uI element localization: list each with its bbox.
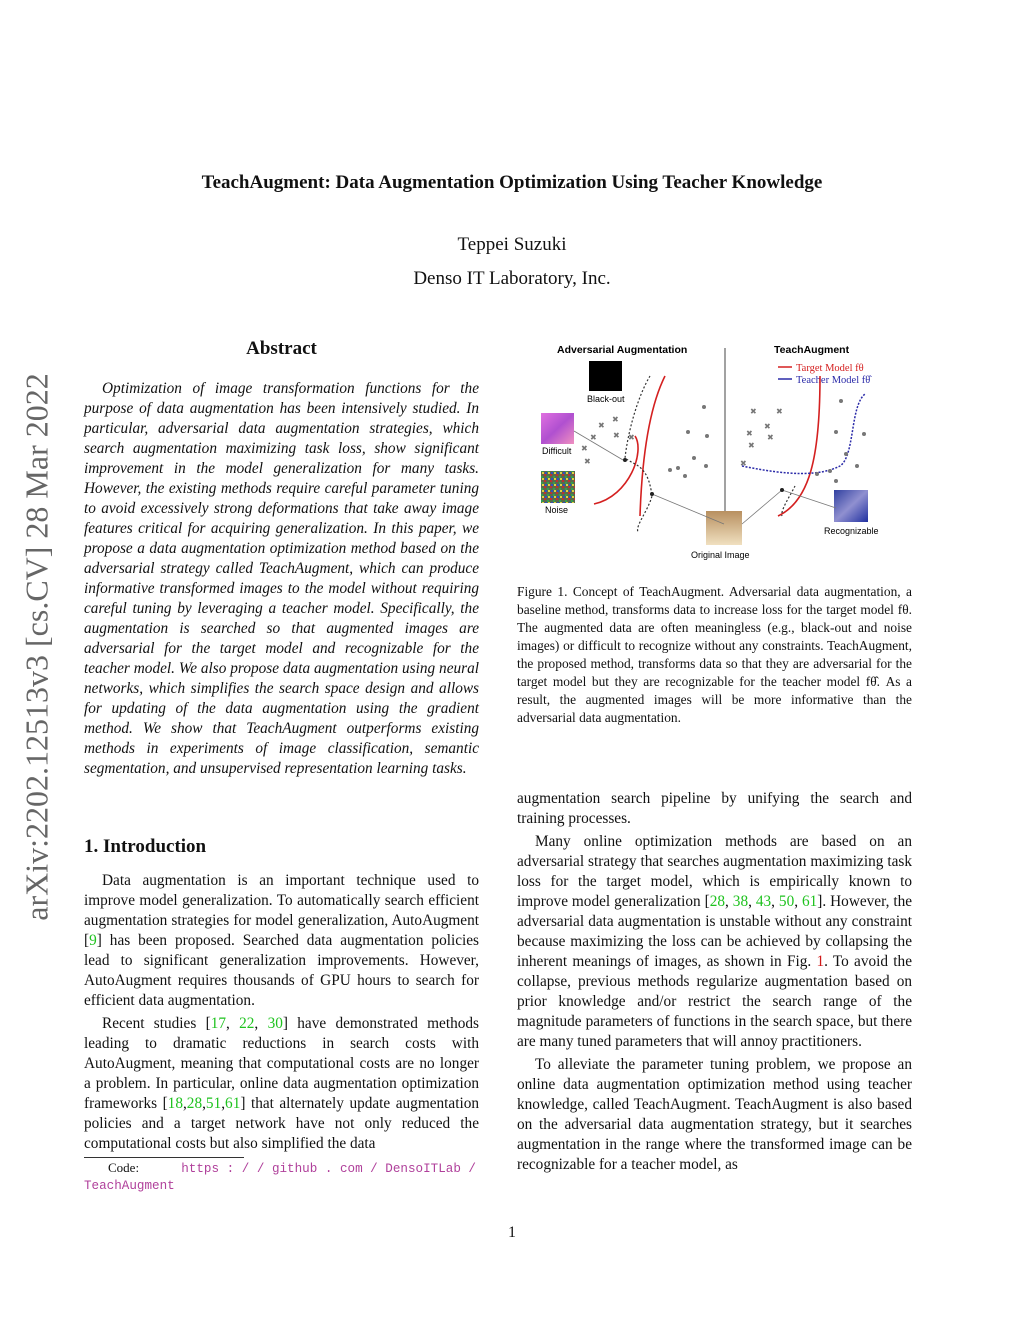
svg-text:✖: ✖ [584, 457, 591, 466]
arxiv-sidebar [14, 350, 60, 944]
arxiv-id: arXiv:2202.12513v3 [cs.CV] 28 Mar 2022 [18, 373, 55, 921]
svg-text:✖: ✖ [612, 415, 619, 424]
point-left [650, 492, 654, 496]
link-original-left [652, 494, 724, 524]
link-recognizable [782, 490, 836, 508]
right-panel-title: TeachAugment [774, 344, 850, 356]
footnote-label: Code: [108, 1160, 140, 1175]
page-number: 1 [508, 1224, 516, 1241]
target-boundary-right [778, 376, 820, 516]
svg-text:✖: ✖ [613, 431, 620, 440]
footnote [84, 1160, 484, 1194]
citation-link[interactable]: 51 [205, 1095, 222, 1112]
svg-text:✖: ✖ [740, 459, 747, 468]
affiliation: Denso IT Laboratory, Inc. [413, 268, 611, 289]
right-paragraph-3: To alleviate the parameter tuning problem, we propose an online data augmentation optimization method using teacher knowledge, called TeachAugment. TeachAugment is also based on the adversarial data augmentation strategy, but it searches augmentation in the range where the transformed image can be recognizable for a teacher model, as [517, 1056, 912, 1173]
teacher-boundary-right [742, 394, 865, 474]
figure-1-caption [517, 583, 912, 727]
recognizable-label: Recognizable [824, 526, 879, 536]
svg-text:✖: ✖ [750, 407, 757, 416]
target-boundary-left-1 [594, 436, 638, 504]
noise-label: Noise [545, 505, 569, 515]
author-name: Teppei Suzuki [457, 234, 567, 255]
point-difficult [623, 458, 627, 462]
legend-teacher-label: Teacher Model fθ̂ [796, 375, 871, 386]
class-b-points-right [815, 399, 866, 483]
difficult-image [541, 413, 574, 444]
citation-link[interactable]: 9 [89, 932, 97, 949]
svg-text:✖: ✖ [746, 429, 753, 438]
right-paragraph-2: Many online optimization methods are based on an adversarial strategy that searches augmentation maximizing task loss for the target model, which is empirically known to improve model generalization [28, 38, 43, 50, 61]. However, the adversarial data augmentation is unstable without any constraint because maximizing the loss can be achieved by collapsing the inherent meanings of images, as shown in Fig. 1. To avoid the collapse, previous methods regularize augmentation based on prior knowledge and/or restrict the search range of the magnitude parameters of functions in the search space, but there are many tuned parameters that will annoy practitioners. [517, 833, 913, 1050]
svg-text:✖: ✖ [628, 433, 635, 442]
legend-target-label: Target Model fθ [796, 363, 864, 374]
footnote-rule [84, 1157, 244, 1158]
citation-link[interactable]: 38 [732, 893, 749, 910]
abstract-text: Optimization of image transformation functions for the purpose of data augmentation has been intensively studied. In particular, adversarial data augmentation strategies, which search augmentation maximizing task loss, show significant improvement in the model generalization for many tasks. However, the existing methods require careful parameter tuning to avoid excessively strong deformations that take away image features critical for acquiring generalization. In this paper, we propose a data augmentation optimization method based on the adversarial strategy called TeachAugment, which can produce informative transformed images to the model without requiring careful tuning by leveraging a teacher model. Specifically, the augmentation is searched so that augmented images are adversarial for the target model and recognizable for the teacher model. We also propose data augmentation using neural networks, which simplifies the search space design and allows for updating of the data augmentation using the gradient method. We show that TeachAugment outperforms existing methods in experiments of image classification, semantic segmentation, and unsupervised representation learning tasks. [84, 380, 479, 777]
citation-link[interactable]: 17 [210, 1015, 226, 1032]
caption-text: Figure 1. Concept of TeachAugment. Adversarial data augmentation, a baseline method, transforms data to increase loss for the target model fθ. The augmented data are often meaningless (e.g., black-out and noise images) or difficult to recognize without any constraints. TeachAugment, the proposed method, transforms data so that they are adversarial for the target model but they are recognizable for the teacher model fθ̂. As a result, the augmented images will be more informative than the adversarial data augmentation. [517, 584, 912, 725]
intro-body [84, 871, 479, 1154]
svg-text:✖: ✖ [764, 422, 771, 431]
adversarial-trajectory [625, 376, 652, 532]
citation-link[interactable]: 61 [225, 1095, 241, 1112]
abstract-body [84, 379, 479, 779]
figure-ref-link[interactable]: 1 [816, 953, 825, 970]
noise-image [541, 471, 575, 503]
citation-link[interactable]: 28 [709, 893, 726, 910]
code-url-link[interactable]: https : / / github . com / DensoITLab / TeachAugment [84, 1162, 476, 1193]
abstract-heading: Abstract [246, 338, 317, 359]
paper-title: TeachAugment: Data Augmentation Optimization Using Teacher Knowledge [201, 172, 823, 193]
class-b-points-left [668, 405, 709, 478]
svg-text:✖: ✖ [590, 433, 597, 442]
class-a-points-right [740, 407, 783, 468]
right-column-body [517, 789, 912, 1175]
original-label: Original Image [691, 550, 750, 560]
recognizable-image [834, 490, 868, 522]
blackout-label: Black-out [587, 394, 625, 404]
class-a-points-left [581, 415, 635, 466]
blackout-image [589, 361, 622, 391]
citation-link[interactable]: 43 [755, 893, 772, 910]
figure-1-diagram [520, 336, 920, 566]
figure-1 [520, 336, 920, 566]
intro-paragraph-1: Data augmentation is an important technique used to improve model generalization. To automatically search efficient augmentation strategies for model generalization, AutoAugment [9] has been proposed. Searched data augmentation policies lead to significant generalization improvements. However, AutoAugment requires thousands of GPU hours to search for efficient data augmentation. [84, 872, 479, 1009]
left-panel-title: Adversarial Augmentation [557, 344, 688, 356]
svg-text:✖: ✖ [598, 421, 605, 430]
intro-paragraph-2: Recent studies [17, 22, 30] have demonstrated methods leading to dramatic reductions in search costs with AutoAugment, meaning that computational costs are no longer a problem. In particular, online data augmentation optimization frameworks [18,28,51,61] that alternately update augmentation policies and a target network have not only reduced the computational costs but also simplified the data [84, 1015, 479, 1152]
citation-link[interactable]: 18 [167, 1095, 183, 1112]
right-paragraph-1: augmentation search pipeline by unifying the search and training processes. [517, 790, 912, 827]
citation-link[interactable]: 30 [267, 1015, 283, 1032]
svg-text:✖: ✖ [776, 407, 783, 416]
svg-text:✖: ✖ [581, 444, 588, 453]
citation-link[interactable]: 50 [778, 893, 795, 910]
citation-link[interactable]: 61 [801, 893, 818, 910]
original-image [706, 511, 742, 545]
svg-text:✖: ✖ [748, 441, 755, 450]
point-right [780, 488, 784, 492]
citation-link[interactable]: 22 [239, 1015, 255, 1032]
svg-text:✖: ✖ [767, 433, 774, 442]
link-original-right [742, 490, 782, 524]
difficult-label: Difficult [542, 446, 572, 456]
intro-heading: 1. Introduction [84, 836, 207, 857]
citation-link[interactable]: 28 [186, 1095, 203, 1112]
